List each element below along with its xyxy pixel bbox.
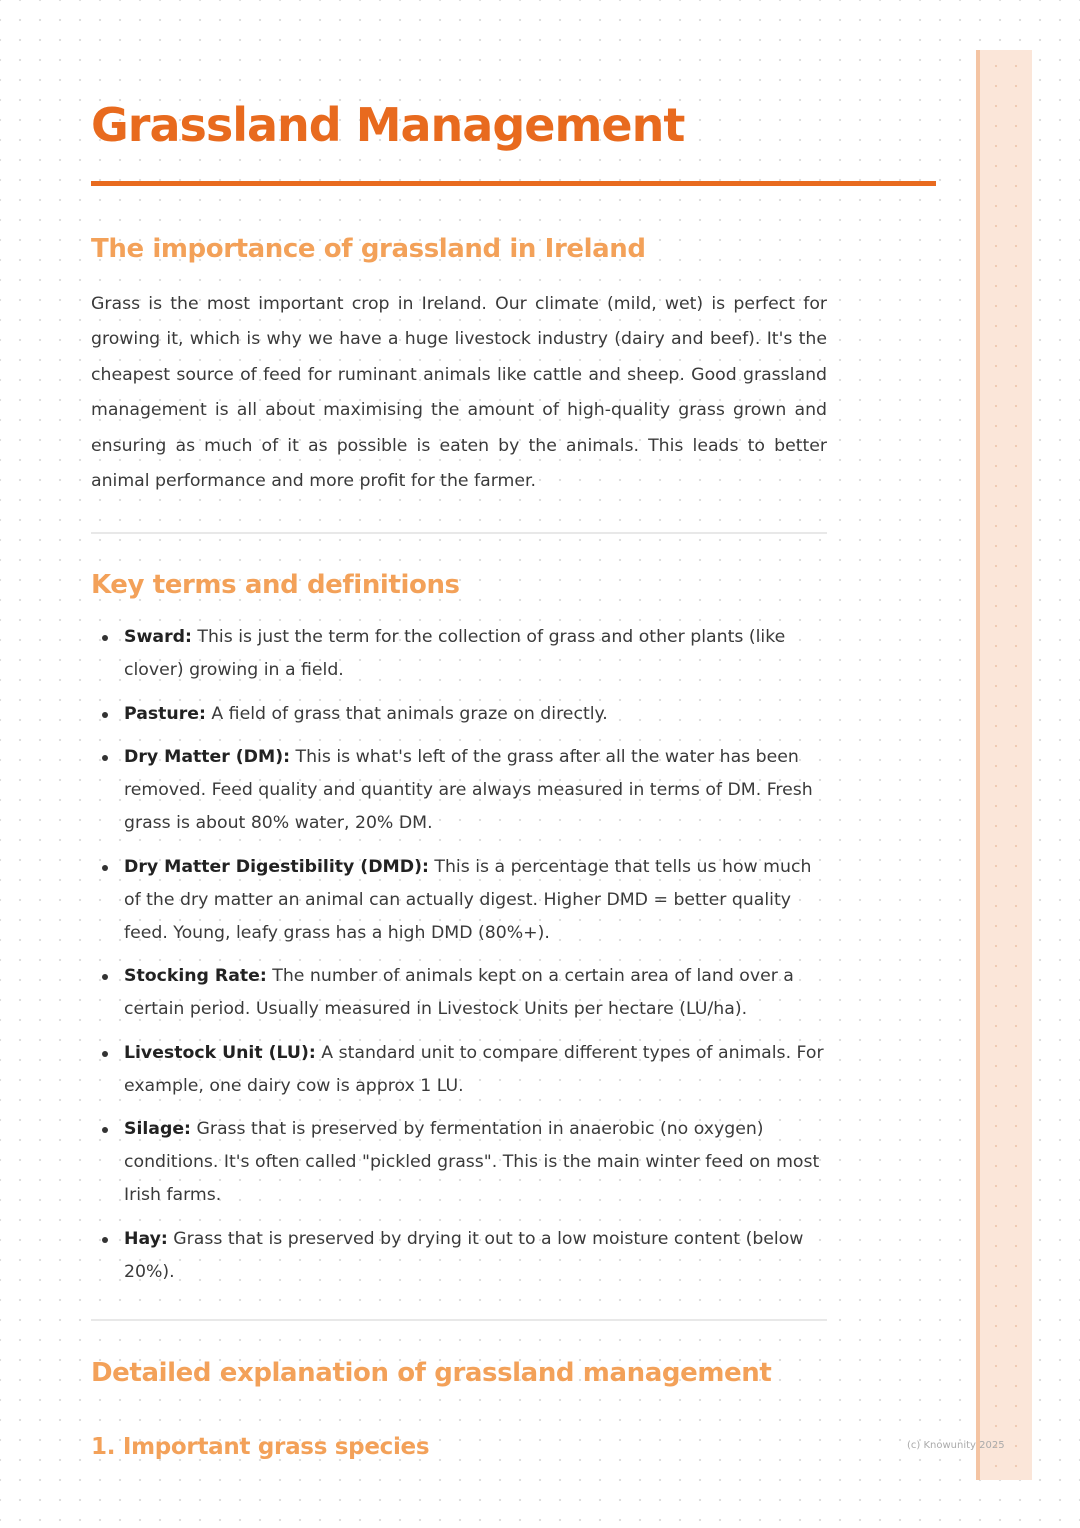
term-definition: A standard unit to compare different types of animals. For example, one dairy cow is approx 1 LU. bbox=[124, 1042, 824, 1096]
term-definition: A field of grass that animals graze on directly. bbox=[205, 703, 608, 724]
section-heading-key-terms: Key terms and definitions bbox=[91, 570, 460, 600]
term-definition: This is a percentage that tells us how much of the dry matter an animal can actually digest. Higher DMD = better quality feed. Young, leafy grass has a high DMD (80%+). bbox=[124, 856, 812, 943]
term-definition: The number of animals kept on a certain area of land over a certain period. Usually measured in Livestock Units per hectare (LU/ha). bbox=[124, 966, 794, 1019]
term-definition: Grass that is preserved by drying it out to a low moisture content (below 20%). bbox=[124, 1228, 804, 1282]
term-name: Livestock Unit (LU): bbox=[124, 1042, 316, 1063]
list-item bbox=[91, 1113, 831, 1212]
section-divider bbox=[91, 532, 827, 534]
list-item bbox=[91, 960, 831, 1026]
title-underline bbox=[91, 181, 936, 186]
term-name: Stocking Rate: bbox=[124, 966, 267, 986]
page-title: Grassland Management bbox=[91, 98, 685, 152]
copyright-notice: (c) Knowunity 2025 bbox=[907, 1440, 1005, 1451]
list-item bbox=[91, 1037, 831, 1103]
subsection-heading-grass-species: 1. Important grass species bbox=[91, 1434, 430, 1460]
term-name: Dry Matter (DM): bbox=[124, 747, 291, 767]
list-item bbox=[91, 851, 831, 950]
term-name: Dry Matter Digestibility (DMD): bbox=[124, 856, 429, 877]
term-definition: This is what's left of the grass after all the water has been removed. Feed quality and quantity are always measured in terms of DM. Fresh grass is about 80% water, 20% DM. bbox=[124, 747, 813, 833]
section-divider bbox=[91, 1319, 827, 1321]
term-definition: Grass that is preserved by fermentation in anaerobic (no oxygen) conditions. It's often called "pickled grass". This is the main winter feed on most Irish farms. bbox=[124, 1119, 820, 1205]
list-item bbox=[91, 1223, 831, 1289]
list-item bbox=[91, 741, 831, 840]
list-item bbox=[91, 698, 831, 731]
term-name: Hay: bbox=[124, 1228, 168, 1249]
importance-paragraph: Grass is the most important crop in Ireland. Our climate (mild, wet) is perfect for growing it, which is why we have a huge livestock industry (dairy and beef). It's the cheapest source of feed for ruminant animals like cattle and sheep. Good grassland management is all about maximising the amount of high-quality grass grown and ensuring as much of it as possible is eaten by the animals. This leads to better animal performance and more profit for the farmer. bbox=[91, 294, 827, 492]
term-name: Pasture: bbox=[124, 703, 206, 724]
list-item bbox=[91, 621, 831, 687]
term-definition: This is just the term for the collection of grass and other plants (like clover) growing in a field. bbox=[124, 627, 786, 680]
key-terms-list bbox=[91, 621, 831, 1299]
term-name: Silage: bbox=[124, 1119, 191, 1139]
section-heading-detailed: Detailed explanation of grassland management bbox=[91, 1358, 772, 1388]
term-name: Sward: bbox=[124, 627, 192, 647]
section-heading-importance: The importance of grassland in Ireland bbox=[91, 234, 646, 264]
margin-strip bbox=[976, 50, 1032, 1480]
